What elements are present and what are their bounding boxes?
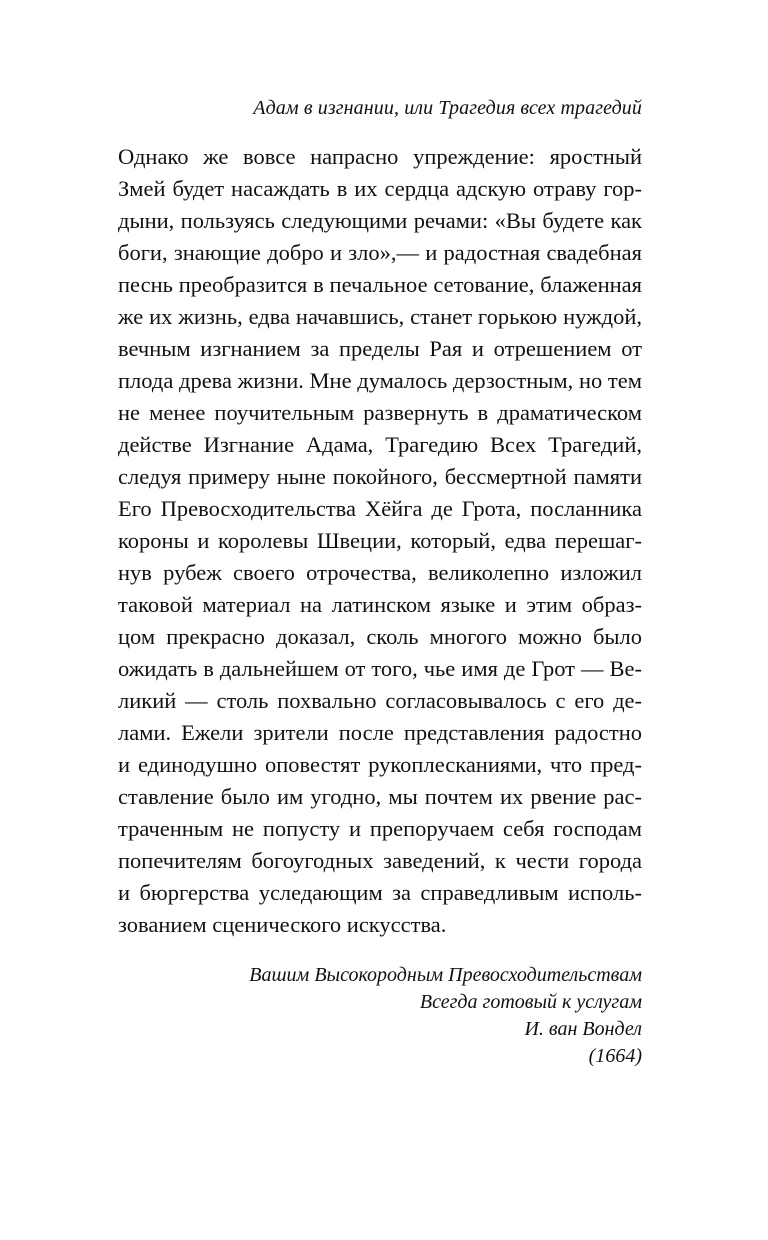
text-line: и бюргерства уследающим за справедливым исполь- (118, 880, 642, 905)
text-line: же их жизнь, едва начавшись, станет горькою нуждой, (118, 304, 642, 329)
text-line: Его Превосходительства Хёйга де Грота, посланника (118, 496, 642, 521)
signature-year: (1664) (588, 1045, 642, 1067)
body-paragraph (118, 141, 642, 941)
text-line: зованием сценического искусства. (118, 912, 447, 937)
signature-address: Вашим Высокородным Превосходительствам (249, 964, 642, 986)
text-line: ликий — столь похвально согласовывалось с его де- (118, 688, 642, 713)
signature-author: И. ван Вондел (524, 1018, 642, 1040)
text-line: Змей будет насаждать в их сердца адскую отраву гор- (118, 176, 642, 201)
text-line: траченным не попусту и препоручаем себя господам (118, 816, 642, 841)
text-line: песнь преобразится в печальное сетование, блаженная (118, 272, 642, 297)
text-line: лами. Ежели зрители после представления радостно (118, 720, 642, 745)
text-line: ожидать в дальнейшем от того, чье имя де Грот — Ве- (118, 656, 642, 681)
text-line: вечным изгнанием за пределы Рая и отрешением от (118, 336, 642, 361)
text-line: таковой материал на латинском языке и этим образ- (118, 592, 642, 617)
text-line: короны и королевы Швеции, который, едва перешаг- (118, 528, 642, 553)
text-line: плода древа жизни. Мне думалось дерзостным, но тем (118, 368, 642, 393)
text-line: не менее поучительным развернуть в драматическом (118, 400, 642, 425)
text-line: действе Изгнание Адама, Трагедию Всех Трагедий, (118, 432, 642, 457)
text-line: нув рубеж своего отрочества, великолепно изложил (118, 560, 642, 585)
text-line: дыни, пользуясь следующими речами: «Вы будете как (118, 208, 642, 233)
text-line: и единодушно оповестят рукоплесканиями, что пред- (118, 752, 642, 777)
signature-block (249, 962, 642, 1070)
text-line: следуя примеру ныне покойного, бессмертной памяти (118, 464, 642, 489)
running-head: Адам в изгнании, или Трагедия всех трагедий (253, 97, 642, 119)
signature-closing: Всегда готовый к услугам (419, 991, 642, 1013)
text-line: Однако же вовсе напрасно упреждение: яростный (118, 144, 642, 169)
text-line: цом прекрасно доказал, сколь многого можно было (118, 624, 642, 649)
text-line: боги, знающие добро и зло»,— и радостная свадебная (118, 240, 642, 265)
text-line: попечителям богоугодных заведений, к чести города (118, 848, 642, 873)
text-line: ставление было им угодно, мы почтем их рвение рас- (118, 784, 642, 809)
